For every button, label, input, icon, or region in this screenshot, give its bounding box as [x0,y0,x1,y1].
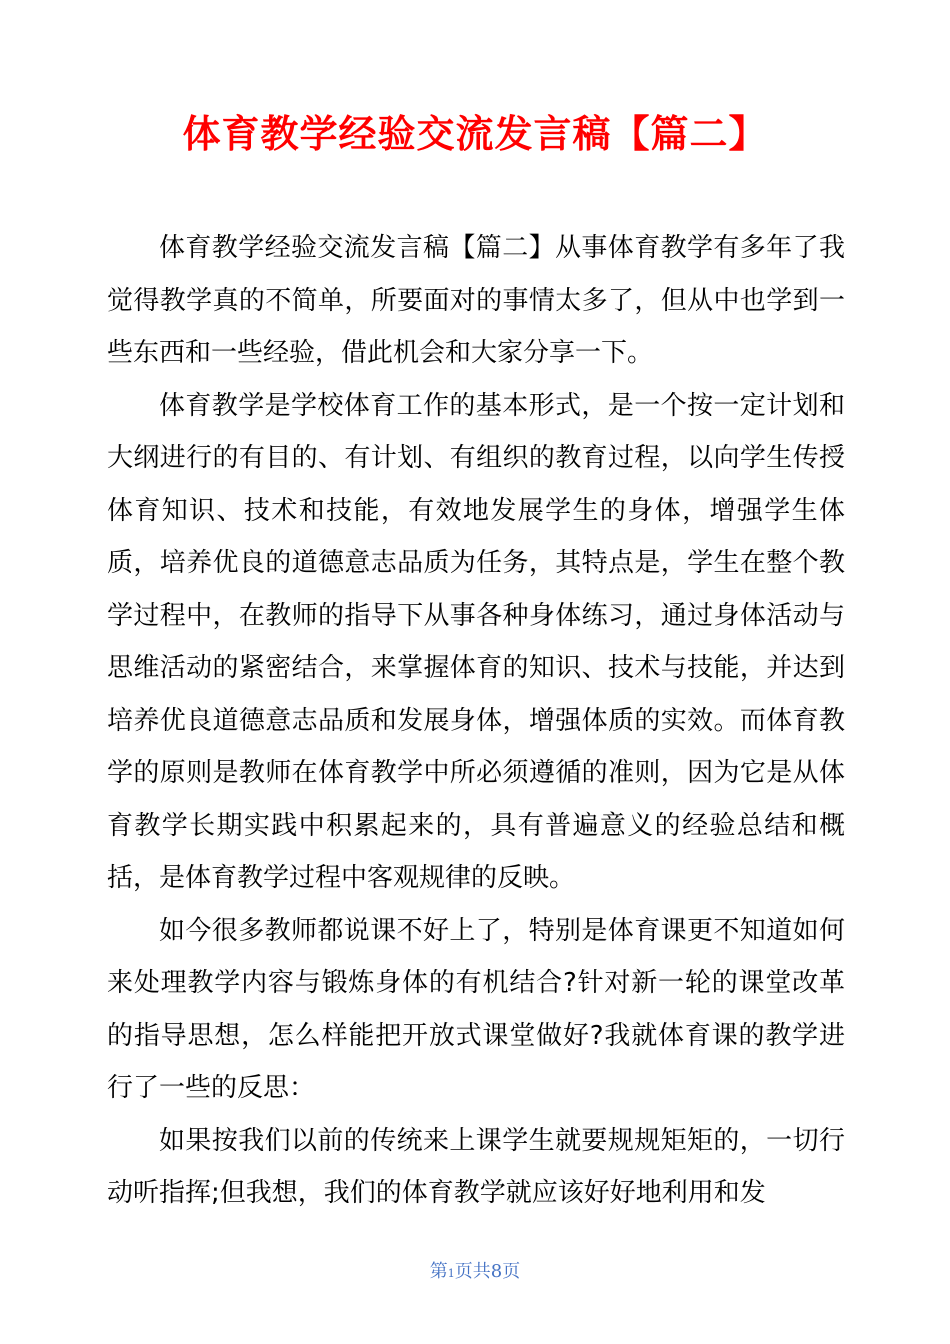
document-title: 体育教学经验交流发言稿【篇二】 [182,112,768,156]
footer-page-number: 1 [447,1267,455,1280]
document-body [107,222,845,1220]
footer-prefix: 第 [429,1261,448,1282]
page-footer [0,1260,950,1286]
footer-suffix: 页共8页 [454,1261,521,1282]
paragraph-1: 体育教学经验交流发言稿【篇二】从事体育教学有多年了我觉得教学真的不简单，所要面对的事情太多了，但从中也学到一些东西和一些经验，借此机会和大家分享一下。 [107,233,845,368]
paragraph-2: 体育教学是学校体育工作的基本形式，是一个按一定计划和大纲进行的有目的、有计划、有组织的教育过程，以向学生传授体育知识、技术和技能，有效地发展学生的身体，增强学生体质，培养优良的道德意志品质为任务，其特点是，学生在整个教学过程中，在教师的指导下从事各种身体练习，通过身体活动与思维活动的紧密结合，来掌握体育的知识、技术与技能，并达到培养优良道德意志品质和发展身体，增强体质的实效。而体育教学的原则是教师在体育教学中所必须遵循的准则，因为它是从体育教学长期实践中积累起来的，具有普遍意义的经验总结和概括，是体育教学过程中客观规律的反映。 [107,390,845,893]
paragraph-3: 如今很多教师都说课不好上了，特别是体育课更不知道如何来处理教学内容与锻炼身体的有机结合?针对新一轮的课堂改革的指导思想，怎么样能把开放式课堂做好?我就体育课的教学进行了一些的反思： [107,915,845,1103]
paragraph-4: 如果按我们以前的传统来上课学生就要规规矩矩的，一切行动听指挥;但我想，我们的体育教学就应该好好地利用和发 [107,1125,845,1208]
